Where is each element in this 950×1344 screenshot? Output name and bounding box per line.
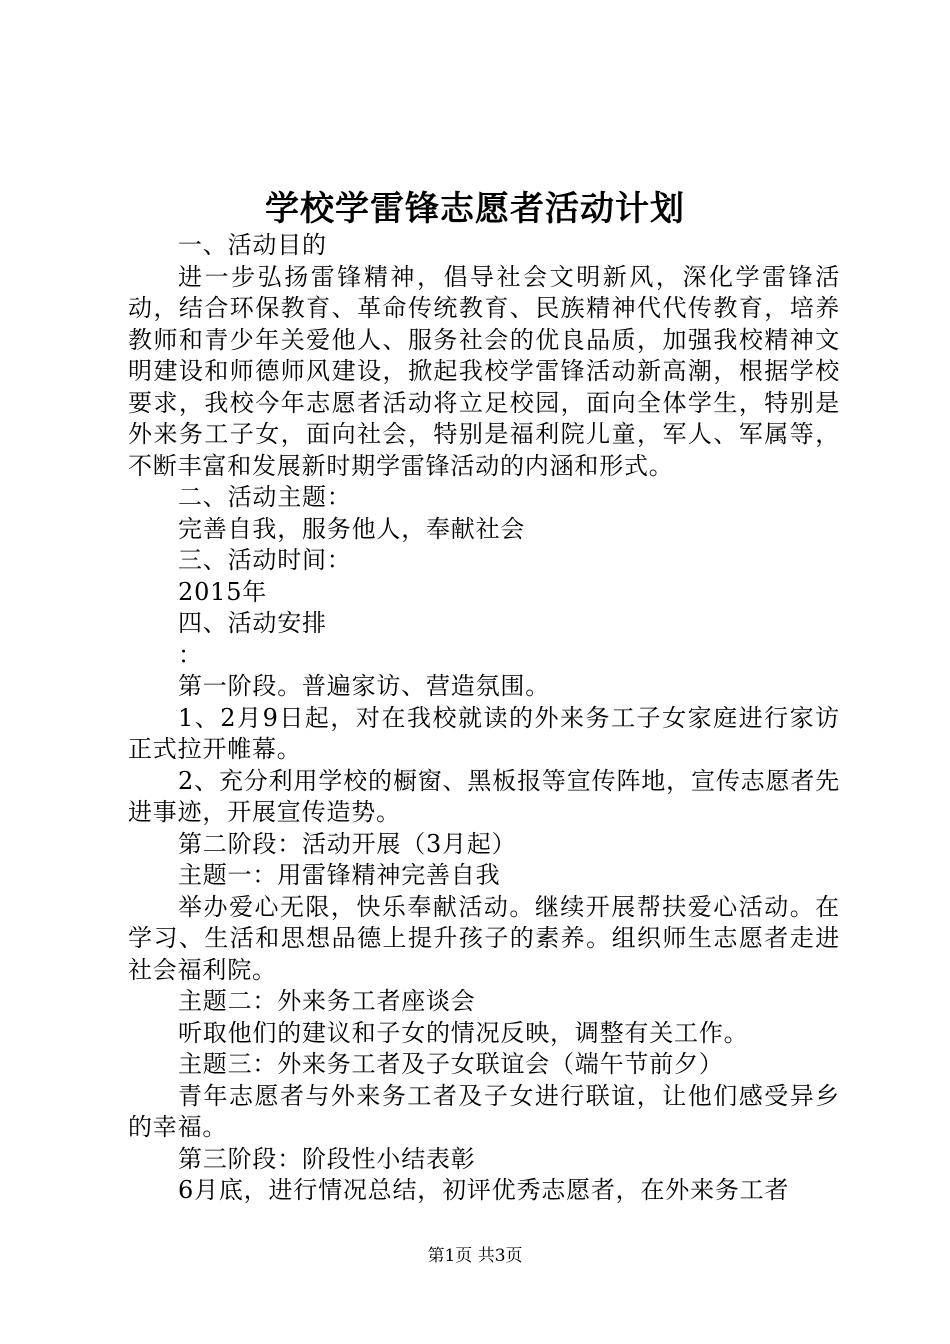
paragraph: 举办爱心无限，快乐奉献活动。继续开展帮扶爱心活动。在学习、生活和思想品德上提升孩子的素养。组织师生志愿者走进社会福利院。: [128, 892, 840, 984]
document-body: [128, 230, 840, 1207]
paragraph: 主题三：外来务工者及子女联谊会（端午节前夕）: [178, 1050, 724, 1078]
paragraph: 进一步弘扬雷锋精神，倡导社会文明新风，深化学雷锋活动，结合环保教育、革命传统教育、民族精神代代传教育，培养教师和青少年关爱他人、服务社会的优良品质，加强我校精神文明建设和师德师风建设，掀起我校学雷锋活动新高潮，根据学校要求，我校今年志愿者活动将立足校园，面向全体学生，特别是外来务工子女，面向社会，特别是福利院儿童，军人、军属等，不断丰富和发展新时期学雷锋活动的内涵和形式。: [128, 262, 840, 480]
document-title: 学校学雷锋志愿者活动计划: [265, 189, 685, 229]
paragraph: 完善自我，服务他人，奉献社会: [178, 514, 526, 543]
paragraph: 第一阶段。普遍家访、营造氛围。: [178, 672, 550, 700]
paragraph: 听取他们的建议和子女的情况反映，调整有关工作。: [178, 1018, 749, 1047]
paragraph: 6月底，进行情况总结，初评优秀志愿者，在外来务工者: [178, 1176, 790, 1204]
paragraph: ：: [178, 640, 203, 669]
paragraph: 主题一：用雷锋精神完善自我: [178, 861, 501, 889]
paragraph: 主题二：外来务工者座谈会: [178, 987, 476, 1015]
paragraph: 2、充分利用学校的橱窗、黑板报等宣传阵地，宣传志愿者先进事迹，开展宣传造势。: [128, 766, 840, 826]
paragraph: 青年志愿者与外来务工者及子女进行联谊，让他们感受异乡的幸福。: [128, 1081, 840, 1141]
paragraph: 三、活动时间：: [178, 546, 352, 574]
paragraph: 二、活动主题：: [178, 483, 352, 511]
paragraph: 第二阶段：活动开展（3月起）: [178, 829, 517, 858]
paragraph: 四、活动安排: [178, 609, 327, 637]
paragraph: 1、2月9日起，对在我校就读的外来务工子女家庭进行家访正式拉开帷幕。: [128, 703, 840, 763]
paragraph: 第三阶段：阶段性小结表彰: [178, 1144, 476, 1173]
page-number-footer: 第1页 共3页: [427, 1246, 523, 1266]
paragraph: 2015年: [178, 577, 268, 606]
paragraph: 一、活动目的: [178, 231, 327, 259]
